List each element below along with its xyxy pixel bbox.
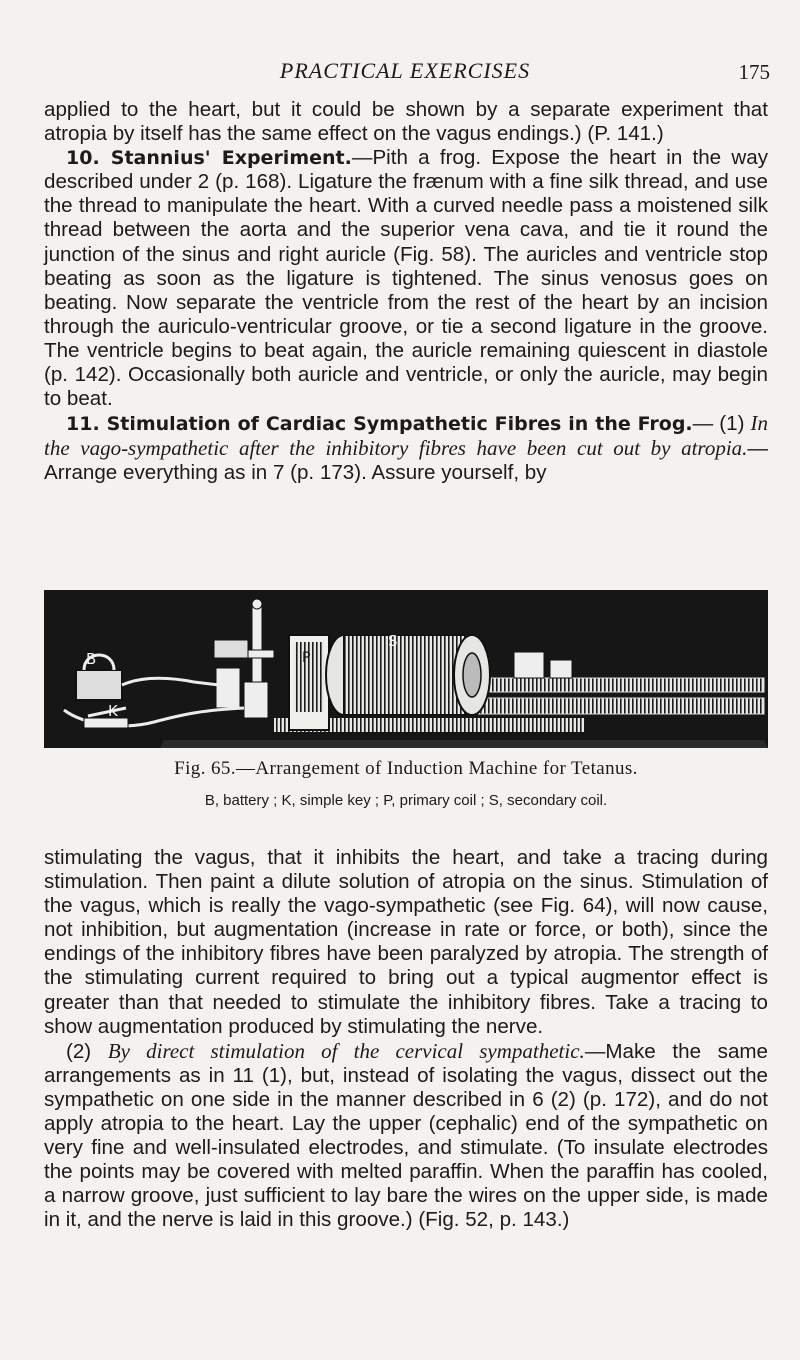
label-k: K <box>108 702 118 720</box>
induction-machine-figure <box>44 590 768 748</box>
label-p: P <box>302 650 311 666</box>
stannius-body: —Pith a frog. Expose the heart in the way described under 2 (p. 168). Ligature the frænum with a fine silk thread, and use the thread to manipulate the heart. With a curved needle pass a moistened silk thread between the aorta and the superior vena cava, and tie it round the junction of the sinus and right auricle (Fig. 58). The auricles and ventricle stop beating as soon as the ligature is tightened. The sinus venosus goes on beating. Now separate the ventricle from the rest of the heart by an incision through the auriculo-ventricular groove, or tie a second ligature in the groove. The ventricle begins to beat again, the auricle remaining quiescent in diastole (p. 142). Occasionally both auricle and ventricle, or only the auricle, may begin to beat. <box>44 146 768 411</box>
paragraph-sympathetic <box>44 411 768 485</box>
page-number: 175 <box>738 60 770 84</box>
top-body-text <box>44 98 768 486</box>
induction-machine-illustration <box>44 590 768 748</box>
paragraph-atropia-note: applied to the heart, but it could be shown by a separate experiment that atropia by itself has the same effect on the vagus endings.) (P. 141.) <box>44 98 768 146</box>
paragraph-augmentation: stimulating the vagus, that it inhibits the heart, and take a tracing during stimulation. Then paint a dilute solution of atropia on the sinus. Stimulation of the vagus, which is really the vago-sympathetic (see Fig. 64), will now cause, not inhibition, but augmentation (increase in rate or force, or both), since the endings of the inhibitory fibres have been paralyzed by atropia. The strength of the stimulating current required to bring out a typical augmentor effect is greater than that needed to stimulate the inhibitory fibres. Take a tracing to show augmentation produced by stimulating the nerve. <box>44 846 768 1038</box>
label-b: B <box>86 650 97 668</box>
heading-stannius: 10. Stannius' Experiment. <box>66 147 352 170</box>
label-s: S <box>388 632 398 650</box>
base-board <box>160 740 768 748</box>
cervical-italic: By direct stimulation of the cervical sympathetic. <box>107 1038 585 1063</box>
sympathetic-italic: In the vago-sympathetic after the inhibitory fibres have been cut out by atropia. <box>44 411 768 461</box>
running-title: PRACTICAL EXERCISES <box>279 58 531 83</box>
cervical-lead: (2) <box>66 1039 108 1063</box>
paragraph-cervical <box>44 1039 768 1233</box>
cervical-body: —Make the same arrangements as in 11 (1), but, instead of isolating the vagus, dissect out the sympathetic on one side in the manner described in 6 (2) (p. 172), and do not apply atropia to the heart. Lay the upper (cephalic) end of the sympathetic on very fine and well-insulated electrodes, and stimulate. (To insulate electrodes the points may be covered with melted paraffin. When the paraffin has cooled, a narrow groove, just sufficient to lay bare the wires on the upper side, is made in it, and the nerve is laid in this groove.) (Fig. 52, p. 143.) <box>44 1039 769 1232</box>
sympathetic-body: —Arrange everything as in 7 (p. 173). Assure yourself, by <box>44 437 768 485</box>
heading-sympathetic: 11. Stimulation of Cardiac Sympathetic Fibres in the Frog. <box>66 413 693 436</box>
secondary-coil <box>326 635 490 715</box>
bottom-body-text <box>44 846 768 1233</box>
paragraph-stannius <box>44 146 768 411</box>
page-header <box>40 58 770 88</box>
figure-legend: B, battery ; K, simple key ; P, primary coil ; S, secondary coil. <box>204 792 608 809</box>
sympathetic-dash: — (1) <box>692 412 751 436</box>
figure-caption: Fig. 65.—Arrangement of Induction Machine for Tetanus. <box>174 758 638 779</box>
